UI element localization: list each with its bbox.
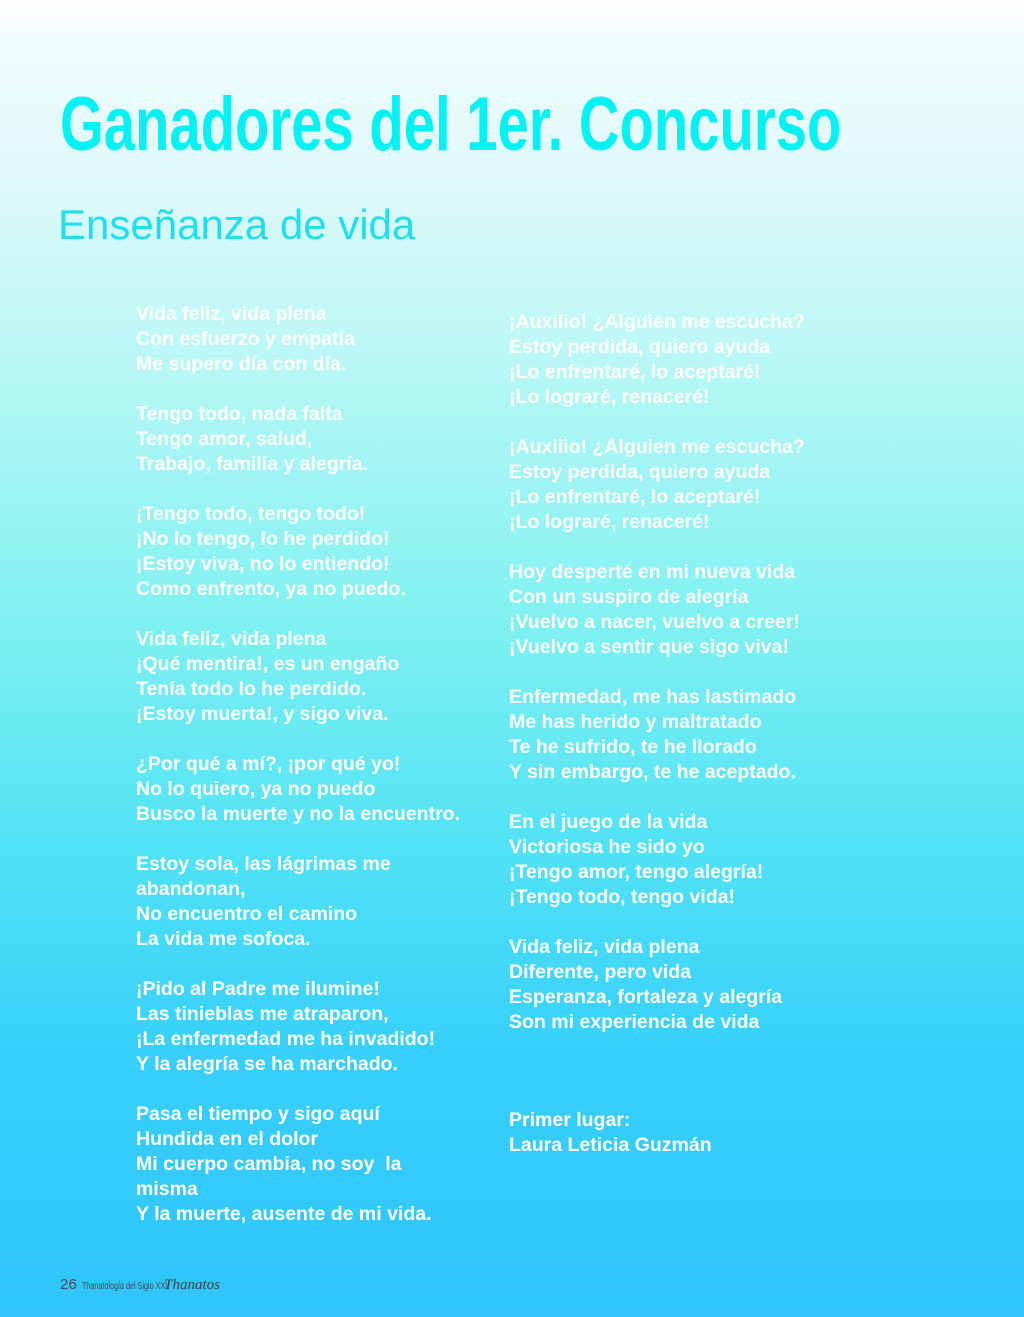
poem-line: Me has herido y maltratado — [509, 711, 762, 733]
poem-line: Enfermedad, me has lastimado — [509, 686, 797, 708]
poem-line: Te he sufrido, te he llorado — [509, 736, 757, 758]
poem-line: Con un suspiro de alegría — [509, 586, 749, 608]
poem-line: Diferente, pero vida — [509, 961, 692, 983]
poem-line: Mi cuerpo cambia, no soy la misma — [136, 1153, 407, 1200]
poem-line: Las tinieblas me atraparon, — [136, 1003, 389, 1025]
poem-line: No lo quiero, ya no puedo — [136, 778, 376, 800]
poem-line: Victoriosa he sido yo — [509, 836, 705, 858]
poem-line: Son mi experiencia de vida — [509, 1011, 760, 1033]
poem-line: No encuentro el camino — [136, 903, 358, 925]
poem-line: ¡Vuelvo a sentir que sigo viva! — [509, 636, 789, 658]
stanza — [136, 977, 496, 1077]
stanza — [509, 435, 869, 535]
poem-line: Hundida en el dolor — [136, 1128, 319, 1150]
poem-column-right — [509, 310, 869, 1060]
poem-line: Y la alegría se ha marchado. — [136, 1053, 398, 1075]
page-number: 26 — [60, 1276, 77, 1293]
poem-line: ¡Estoy viva, no lo entiendo! — [136, 553, 390, 575]
stanza — [509, 810, 869, 910]
author-name: Laura Leticia Guzmán — [509, 1134, 712, 1156]
stanza — [136, 1102, 496, 1227]
poem-line: La vida me sofoca. — [136, 928, 311, 950]
poem-line: ¡Auxilio! ¿Alguien me escucha? — [509, 311, 805, 333]
poem-column-left — [136, 302, 496, 1252]
stanza — [136, 502, 496, 602]
stanza — [136, 402, 496, 477]
poem-line: Esperanza, fortaleza y alegría — [509, 986, 783, 1008]
poem-line: ¡No lo tengo, lo he perdido! — [136, 528, 390, 550]
poem-line: ¿Por qué a mí?, ¡por qué yo! — [136, 753, 401, 775]
stanza — [136, 752, 496, 827]
poem-line: Vida feliz, vida plena — [509, 936, 700, 958]
poem-line: ¡Lo lograré, renaceré! — [509, 386, 710, 408]
poem-line: ¡Qué mentira!, es un engaño — [136, 653, 400, 675]
poem-line: ¡Lo lograré, renaceré! — [509, 511, 710, 533]
poem-line: Vida feliz, vida plena — [136, 303, 327, 325]
stanza — [509, 560, 869, 660]
poem-line: Con esfuerzo y empatía — [136, 328, 355, 350]
poem-line: Vida feliz, vida plena — [136, 628, 327, 650]
poem-line: Trabajo, familia y alegría. — [136, 453, 368, 475]
poem-line: ¡Estoy muerta!, y sigo viva. — [136, 703, 389, 725]
publication-logo: Thanatos — [164, 1277, 220, 1293]
page-title: Ganadores del 1er. Concurso — [60, 82, 842, 167]
poem-line: Busco la muerte y no la encuentro. — [136, 803, 460, 825]
page-footer — [60, 1276, 220, 1298]
stanza — [509, 935, 869, 1035]
stanza — [136, 627, 496, 727]
poem-line: Me supero día con día. — [136, 353, 347, 375]
poem-line: Hoy desperté en mi nueva vida — [509, 561, 796, 583]
stanza — [509, 310, 869, 410]
award-place: Primer lugar: — [509, 1109, 631, 1131]
poem-line: ¡Lo enfrentaré, lo aceptaré! — [509, 361, 761, 383]
poem-line: Estoy perdida, quiero ayuda — [509, 336, 771, 358]
poem-line: Estoy perdida, quiero ayuda — [509, 461, 771, 483]
poem-line: ¡Pido al Padre me ilumine! — [136, 978, 380, 1000]
poem-line: Tenía todo lo he perdido. — [136, 678, 367, 700]
poem-line: Como enfrento, ya no puedo. — [136, 578, 406, 600]
poem-line: En el juego de la vida — [509, 811, 708, 833]
page-subtitle: Enseñanza de vida — [58, 201, 416, 248]
poem-line: ¡Auxilio! ¿Alguien me escucha? — [509, 436, 805, 458]
poem-line: ¡Vuelvo a nacer, vuelvo a creer! — [509, 611, 800, 633]
poem-line: Y la muerte, ausente de mi vida. — [136, 1203, 432, 1225]
poem-line: ¡Lo enfrentaré, lo aceptaré! — [509, 486, 761, 508]
poem-line: Y sin embargo, te he aceptado. — [509, 761, 796, 783]
publication-name: Thanatología del Siglo XXI — [81, 1281, 167, 1292]
poem-line: Tengo amor, salud, — [136, 428, 313, 450]
poem-line: ¡Tengo amor, tengo alegría! — [509, 861, 764, 883]
stanza — [136, 302, 496, 377]
poem-line: Pasa el tiempo y sigo aquí — [136, 1103, 380, 1125]
poem-line: ¡La enfermedad me ha invadido! — [136, 1028, 436, 1050]
poem-line: Tengo todo, nada falta — [136, 403, 343, 425]
poem-line: ¡Tengo todo, tengo vida! — [509, 886, 736, 908]
poem-line: Estoy sola, las lágrimas me abandonan, — [136, 853, 391, 900]
stanza — [509, 685, 869, 785]
poem-line: ¡Tengo todo, tengo todo! — [136, 503, 366, 525]
stanza — [136, 852, 496, 952]
author-credit — [509, 1108, 712, 1158]
